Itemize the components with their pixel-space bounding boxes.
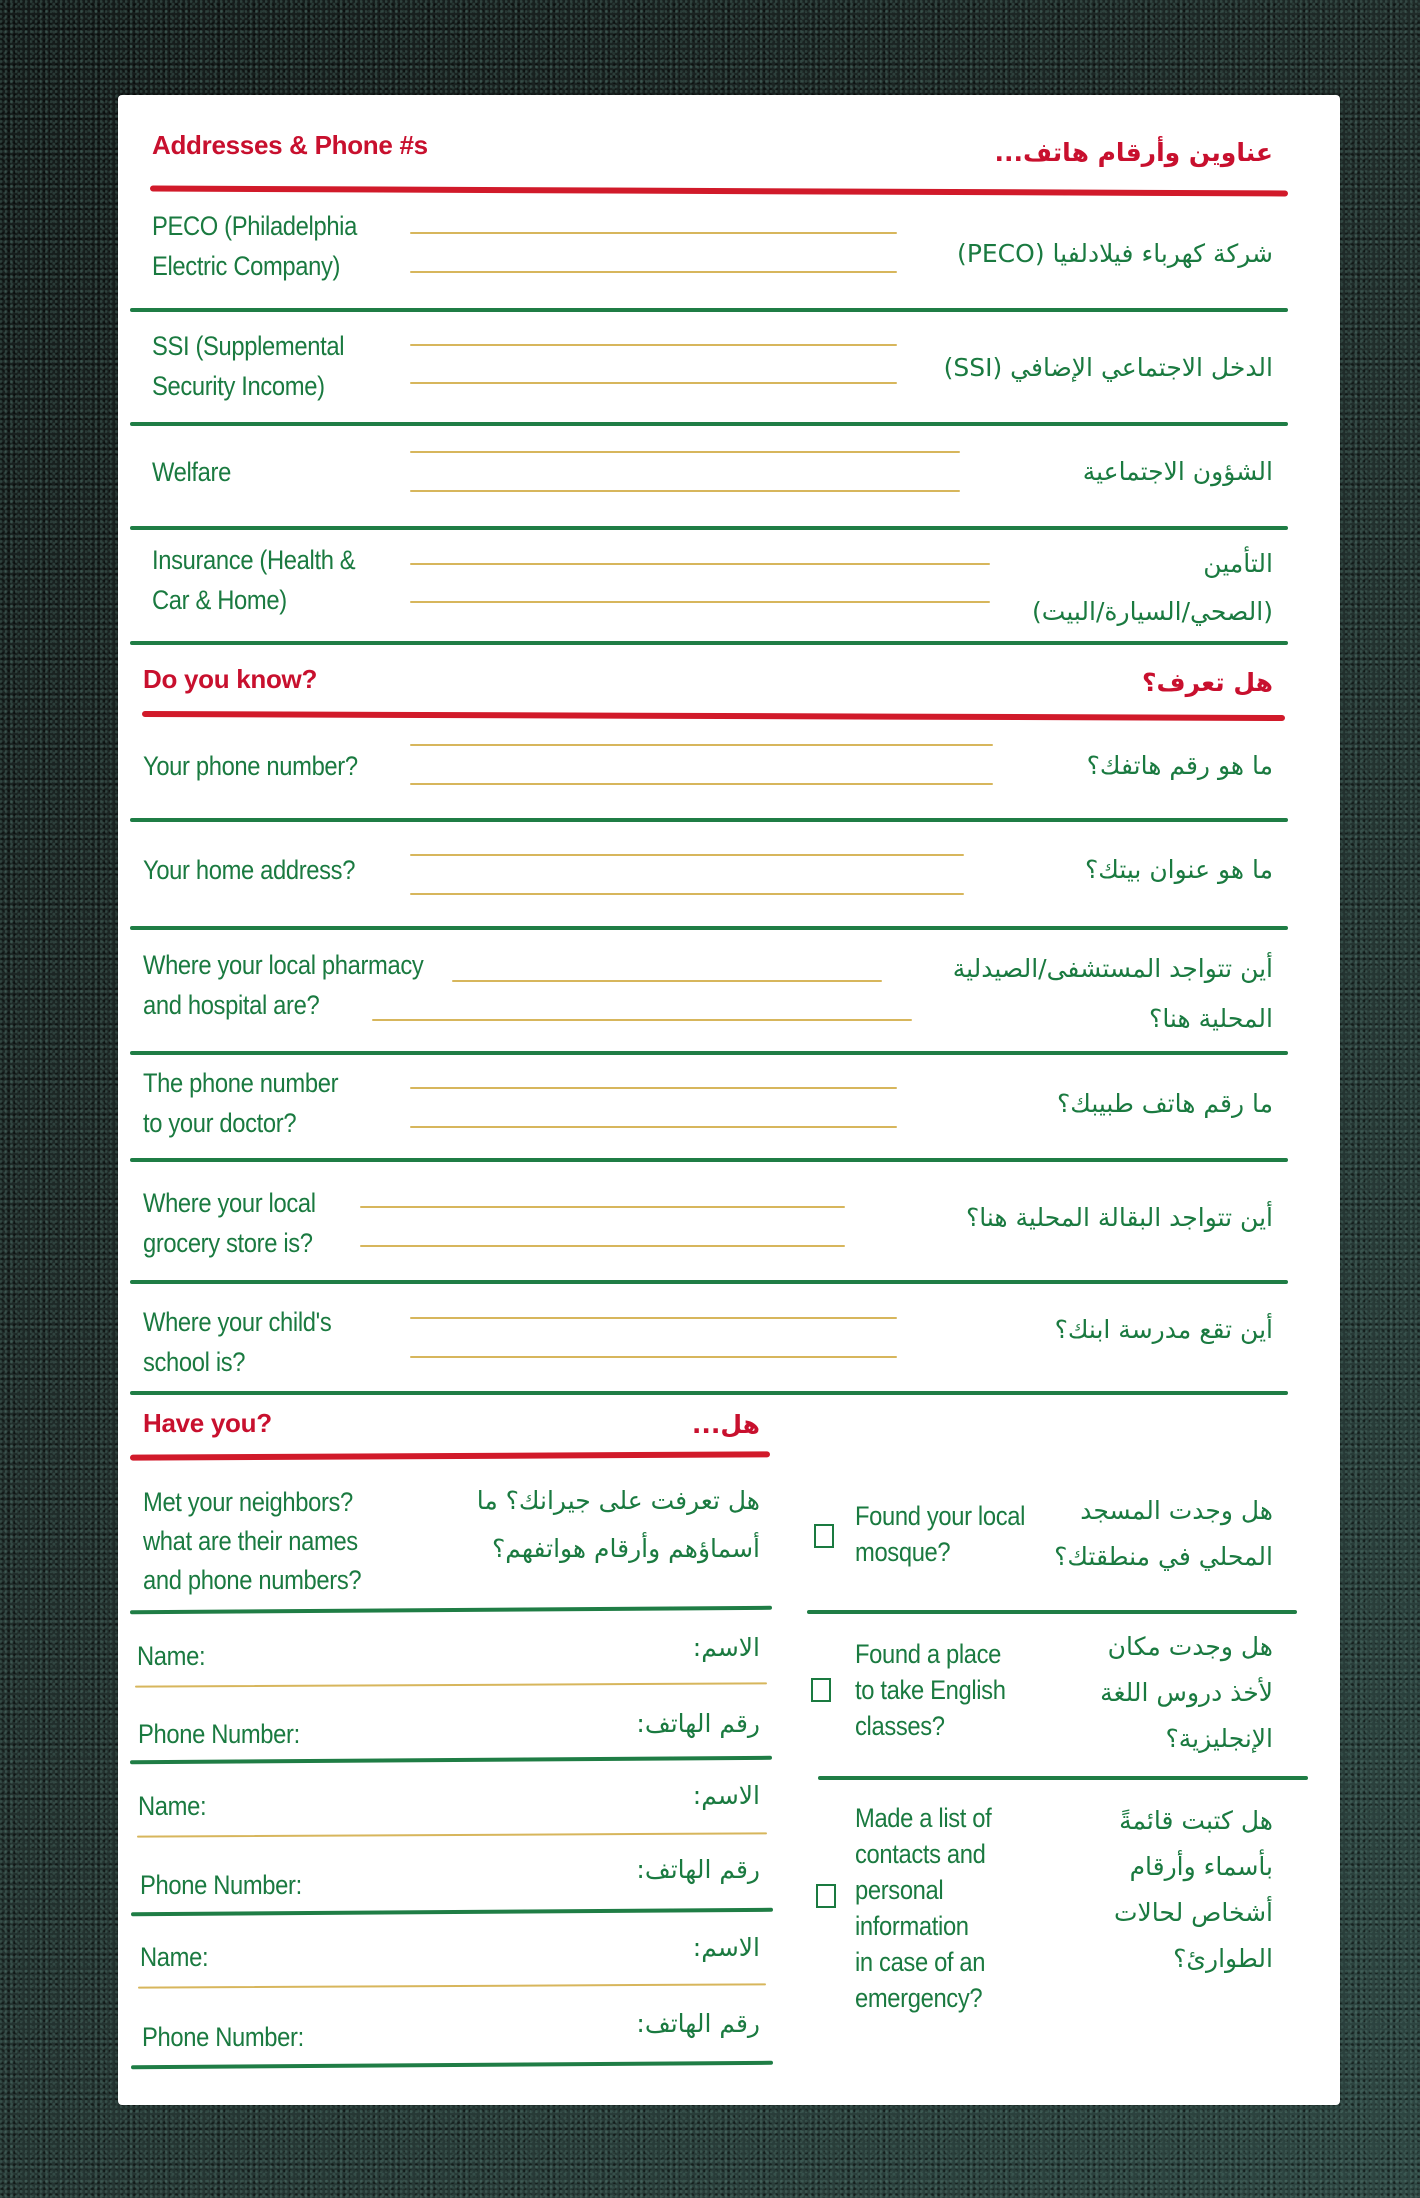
row-label-ar: أين تتواجد المستشفى/الصيدلية المحلية هنا؟ [952,954,1273,1033]
row-divider [130,308,1288,312]
row-label-ar: الشؤون الاجتماعية [1082,457,1273,486]
row-label-en: PECO (Philadelphia Electric Company) [152,211,357,281]
row-divider [130,926,1288,930]
english-classes-question-ar: هل وجدت مكان لأخذ دروس اللغة الإنجليزية؟ [1100,1632,1273,1753]
fill-line[interactable] [410,1087,897,1089]
english-classes-checkbox[interactable] [811,1678,831,1702]
row-label-en: Where your local grocery store is? [143,1188,316,1258]
do-you-know-heading-ar: هل تعرف؟ [1142,668,1273,697]
contact-name-label-en: Name: [140,1942,209,1972]
row-divider [130,1280,1288,1284]
row-label-ar: أين تقع مدرسة ابنك؟ [1054,1315,1273,1344]
row-divider [130,818,1288,822]
fill-line[interactable] [410,1317,897,1319]
row-label-ar: الدخل الاجتماعي الإضافي (SSI) [943,353,1273,382]
emergency-list-question-ar: هل كتبت قائمةً بأسماء وأرقام أشخاص لحالات الطوارئ؟ [1114,1806,1273,1973]
row-divider [807,1610,1297,1614]
row-label-ar: ما رقم هاتف طبيبك؟ [1056,1089,1273,1118]
fill-line[interactable] [360,1206,845,1208]
emergency-list-question-en: Made a list of contacts and personal information in case of an emergency? [855,1803,992,2013]
contact-3-phone-input[interactable] [320,2022,550,2050]
row-label-ar: شركة كهرباء فيلادلفيا (PECO) [957,239,1273,268]
addresses-heading-en: Addresses & Phone #s [152,130,428,160]
row-divider [130,641,1288,645]
mosque-checkbox[interactable] [814,1524,834,1548]
contact-phone-label-ar: رقم الهاتف: [636,1855,760,1884]
row-label-ar: ما هو رقم هاتفك؟ [1086,751,1273,780]
row-label-en: Insurance (Health & Car & Home) [152,545,356,615]
contact-name-label-ar: الاسم: [692,1933,760,1962]
row-label-en: Where your local pharmacy and hospital are? [143,950,424,1020]
emergency-list-checkbox[interactable] [816,1884,836,1908]
fill-line[interactable] [372,1019,912,1021]
row-label-en: Your home address? [143,855,356,885]
row-divider [130,526,1288,530]
contact-phone-label-ar: رقم الهاتف: [636,1709,760,1738]
row-divider [130,1051,1288,1055]
row-label-ar: ما هو عنوان بيتك؟ [1084,855,1273,884]
row-label-ar: أين تتواجد البقالة المحلية هنا؟ [965,1203,1273,1232]
contact-name-label-en: Name: [137,1641,206,1671]
row-divider [130,422,1288,426]
fill-line[interactable] [410,1356,897,1358]
do-you-know-heading-en: Do you know? [143,664,318,694]
row-label-ar: التأمين (الصحي/السيارة/البيت) [1032,549,1273,626]
have-you-heading-ar: هل... [691,1410,760,1439]
neighbors-question-en: Met your neighbors? what are their names and phone numbers? [143,1487,362,1595]
contact-3-name-input[interactable] [230,1946,530,1974]
contact-name-label-ar: الاسم: [692,1781,760,1810]
mosque-question-ar: هل وجدت المسجد المحلي في منطقتك؟ [1054,1496,1273,1571]
addresses-heading-ar: عناوين وأرقام هاتف... [994,138,1273,167]
row-label-en: Your phone number? [143,751,358,781]
english-classes-question-en: Found a place to take English classes? [855,1639,1006,1741]
contact-phone-label-en: Phone Number: [142,2022,304,2052]
contact-2-phone-input[interactable] [320,1870,550,1898]
contact-phone-label-ar: رقم الهاتف: [636,2009,760,2038]
fill-line[interactable] [410,1126,897,1128]
contact-name-label-ar: الاسم: [692,1633,760,1662]
contact-2-name-input[interactable] [230,1795,530,1823]
row-label-en: Welfare [152,457,231,487]
contact-name-label-en: Name: [138,1791,207,1821]
row-label-en: Where your child's school is? [143,1307,332,1377]
contact-phone-label-en: Phone Number: [140,1870,302,1900]
have-you-heading-en: Have you? [143,1408,272,1438]
contact-phone-label-en: Phone Number: [138,1719,300,1749]
fill-line[interactable] [452,980,882,982]
contact-1-name-input[interactable] [230,1645,530,1673]
fill-line[interactable] [360,1245,845,1247]
row-divider [130,1391,1288,1395]
row-divider [130,1158,1288,1162]
neighbors-question-ar: هل تعرفت على جيرانك؟ ما أسماؤهم وأرقام هواتفهم؟ [476,1486,760,1563]
contact-1-phone-input[interactable] [320,1720,550,1748]
row-label-en: SSI (Supplemental Security Income) [152,331,345,401]
mosque-question-en: Found your local mosque? [855,1501,1026,1567]
row-divider [818,1776,1308,1780]
row-label-en: The phone number to your doctor? [143,1068,339,1138]
